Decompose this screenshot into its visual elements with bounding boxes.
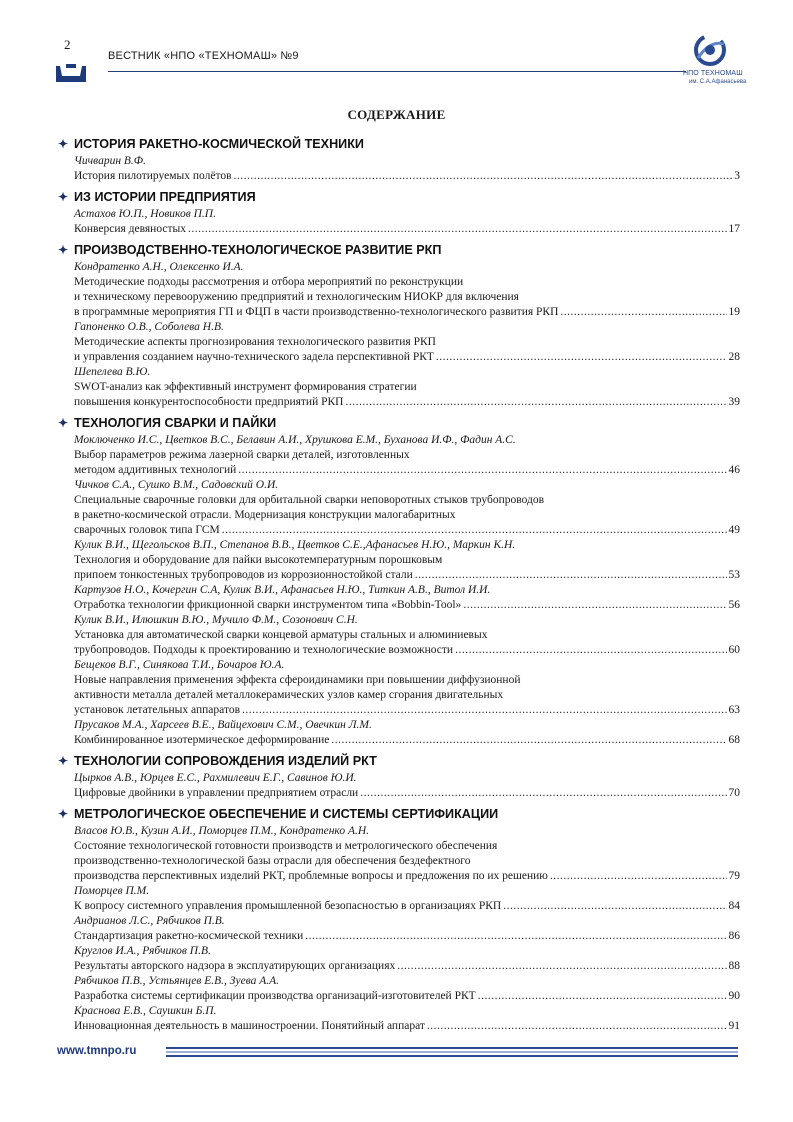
footer-url-link[interactable]: www.tmnpo.ru bbox=[57, 1045, 137, 1057]
toc-entry[interactable] bbox=[58, 884, 740, 914]
entry-authors: Чичков С.А., Сушко В.М., Садовский О.И. bbox=[74, 479, 279, 491]
section-heading bbox=[58, 413, 740, 433]
dot-leader bbox=[478, 989, 727, 1004]
entry-title-last-line bbox=[74, 869, 740, 884]
entry-title-last-line bbox=[74, 899, 740, 914]
entry-title-last-line bbox=[74, 786, 740, 801]
section-title: МЕТРОЛОГИЧЕСКОЕ ОБЕСПЕЧЕНИЕ И СИСТЕМЫ СЕРТИФИКАЦИИ bbox=[74, 807, 499, 821]
entry-title-last-line bbox=[74, 305, 740, 320]
entry-title-text: и управления созданием научно-технического задела перспективной РКТ bbox=[74, 351, 434, 363]
dot-leader bbox=[503, 899, 726, 914]
toc-title: СОДЕРЖАНИЕ bbox=[347, 107, 446, 122]
entry-title-line: Технология и оборудование для пайки высокотемпературным порошковым bbox=[74, 554, 443, 566]
entry-title-text: производства перспективных изделий РКТ, проблемные вопросы и предложения по их решению bbox=[74, 870, 548, 882]
dot-leader bbox=[242, 703, 726, 718]
entry-title-line: Методические подходы рассмотрения и отбора мероприятий по реконструкции bbox=[74, 276, 464, 288]
entry-title-last-line bbox=[74, 523, 740, 538]
entry-page-number: 3 bbox=[734, 170, 740, 182]
footer-decoration bbox=[166, 1047, 738, 1059]
entry-title-text: в программные мероприятия ГП и ФЦП в части производственно-технологического развития РКП bbox=[74, 306, 559, 318]
entry-authors: Краснова Е.В., Саушкин Б.П. bbox=[74, 1005, 217, 1017]
entry-title-last-line bbox=[74, 959, 740, 974]
toc-entry[interactable] bbox=[58, 260, 740, 320]
dot-leader bbox=[550, 869, 727, 884]
entry-title-line: Специальные сварочные головки для орбитальной сварки неповоротных стыков трубопроводов bbox=[74, 494, 545, 506]
header-divider bbox=[108, 71, 686, 72]
entry-page-number: 46 bbox=[728, 464, 740, 476]
section-heading bbox=[58, 134, 740, 154]
entry-authors: Картузов Н.О., Кочергин С.А, Кулик В.И., Афанасьев Н.Ю., Титкин А.В., Витол И.И. bbox=[74, 584, 491, 596]
section-heading bbox=[58, 240, 740, 260]
entry-authors: Власов Ю.В., Кузин А.И., Поморцев П.М., Кондратенко А.Н. bbox=[74, 825, 370, 837]
entry-authors: Кулик В.И., Щегольсков В.П., Степанов В.В., Цветков С.Е.,Афанасьев Н.Ю., Маркин К.Н. bbox=[74, 539, 516, 551]
entry-title-text: Инновационная деятельность в машиностроении. Понятийный аппарат bbox=[74, 1020, 425, 1032]
toc-entry[interactable] bbox=[58, 320, 740, 365]
section-heading bbox=[58, 804, 740, 824]
entry-page-number: 70 bbox=[728, 787, 740, 799]
section-star-icon: ✦ bbox=[58, 137, 69, 151]
entry-authors: Круглов И.А., Рябчиков П.В. bbox=[74, 945, 211, 957]
entry-title-text: Комбинированное изотермическое деформирование bbox=[74, 734, 330, 746]
dot-leader bbox=[455, 643, 726, 658]
entry-page-number: 49 bbox=[728, 524, 740, 536]
toc-entry[interactable] bbox=[58, 974, 740, 1004]
logo-subtitle: им. С.А.Афанасьева bbox=[689, 79, 747, 85]
page-number: 2 bbox=[64, 37, 71, 52]
dot-leader bbox=[188, 222, 727, 237]
dot-leader bbox=[222, 523, 727, 538]
entry-page-number: 17 bbox=[728, 223, 740, 235]
entry-title-text: Результаты авторского надзора в эксплуатирующих организациях bbox=[74, 960, 396, 972]
entry-title-last-line bbox=[74, 733, 740, 748]
table-of-contents bbox=[58, 131, 740, 1034]
entry-title-line: Выбор параметров режима лазерной сварки деталей, изготовленных bbox=[74, 449, 410, 461]
section-heading bbox=[58, 751, 740, 771]
entry-title-line: и техническому перевооружению предприятий и технологическим НИОКР для включения bbox=[74, 291, 519, 303]
entry-title-last-line bbox=[74, 568, 740, 583]
section-title: ПРОИЗВОДСТВЕННО-ТЕХНОЛОГИЧЕСКОЕ РАЗВИТИЕ РКП bbox=[74, 243, 442, 257]
dot-leader bbox=[560, 305, 726, 320]
entry-title-last-line bbox=[74, 350, 740, 365]
entry-authors: Бещеков В.Г., Синякова Т.И., Бочаров Ю.А. bbox=[74, 659, 285, 671]
entry-title-text: припоем тонкостенных трубопроводов из коррозионностойкой стали bbox=[74, 569, 413, 581]
entry-title-line: Состояние технологической готовности производств и метрологического обеспечения bbox=[74, 840, 498, 852]
entry-title-text: трубопроводов. Подходы к проектированию и технологические возможности bbox=[74, 644, 454, 656]
entry-title-text: повышения конкурентоспособности предприятий РКП bbox=[74, 396, 344, 408]
dot-leader bbox=[415, 568, 727, 583]
entry-title-text: Разработка системы сертификации производства организаций-изготовителей РКТ bbox=[74, 990, 476, 1002]
dot-leader bbox=[305, 929, 726, 944]
section-star-icon: ✦ bbox=[58, 243, 69, 257]
entry-title-last-line bbox=[74, 1019, 740, 1034]
entry-page-number: 56 bbox=[728, 599, 740, 611]
entry-title-last-line bbox=[74, 989, 740, 1004]
entry-page-number: 79 bbox=[728, 870, 740, 882]
entry-authors: Рябчиков П.В., Устьянцев Е.В., Зуева А.А. bbox=[74, 975, 280, 987]
entry-title-last-line bbox=[74, 598, 740, 613]
entry-title-line: в ракетно-космической отрасли. Модернизация конструкции малогабаритных bbox=[74, 509, 456, 521]
dot-leader bbox=[397, 959, 726, 974]
entry-authors: Прусаков М.А., Харсеев В.Е., Вайцехович С.М., Овечкин Л.М. bbox=[74, 719, 372, 731]
entry-title-text: сварочных головок типа ГСМ bbox=[74, 524, 220, 536]
section-star-icon: ✦ bbox=[58, 807, 69, 821]
entry-page-number: 19 bbox=[728, 306, 740, 318]
dot-leader bbox=[427, 1019, 727, 1034]
entry-title-last-line bbox=[74, 929, 740, 944]
toc-entry[interactable] bbox=[58, 914, 740, 944]
section-title: ТЕХНОЛОГИЯ СВАРКИ И ПАЙКИ bbox=[74, 416, 277, 430]
toc-entry[interactable] bbox=[58, 478, 740, 538]
entry-page-number: 86 bbox=[728, 930, 740, 942]
entry-title-text: установок летательных аппаратов bbox=[74, 704, 241, 716]
toc-entry[interactable] bbox=[58, 1004, 740, 1034]
entry-title-last-line bbox=[74, 169, 740, 184]
entry-title-line: Новые направления применения эффекта сфероидинамики при повышении диффузионной bbox=[74, 674, 521, 686]
entry-authors: Моключенко И.С., Цветков В.С., Белавин А.И., Хрушкова Е.М., Буханова И.Ф., Фадин А.С. bbox=[74, 434, 516, 446]
entry-title-last-line bbox=[74, 395, 740, 410]
section-heading bbox=[58, 187, 740, 207]
toc-entry[interactable] bbox=[58, 365, 740, 410]
toc-entry[interactable] bbox=[58, 583, 740, 613]
journal-title: ВЕСТНИК «НПО «ТЕХНОМАШ» №9 bbox=[108, 50, 299, 62]
toc-entry[interactable] bbox=[58, 824, 740, 884]
section-star-icon: ✦ bbox=[58, 754, 69, 768]
entry-title-line: производственно-технологической базы отрасли для обеспечения бездефектного bbox=[74, 855, 471, 867]
entry-page-number: 91 bbox=[728, 1020, 740, 1032]
toc-entry[interactable] bbox=[58, 433, 740, 478]
entry-title-text: Конверсия девяностых bbox=[74, 223, 186, 235]
entry-title-last-line bbox=[74, 703, 740, 718]
entry-authors: Чичварин В.Ф. bbox=[74, 155, 146, 167]
entry-page-number: 88 bbox=[728, 960, 740, 972]
entry-page-number: 68 bbox=[728, 734, 740, 746]
section-title: ИЗ ИСТОРИИ ПРЕДПРИЯТИЯ bbox=[74, 190, 256, 204]
section-title: ИСТОРИЯ РАКЕТНО-КОСМИЧЕСКОЙ ТЕХНИКИ bbox=[74, 137, 364, 151]
entry-title-line: Методические аспекты прогнозирования технологического развития РКП bbox=[74, 336, 436, 348]
section-title: ТЕХНОЛОГИИ СОПРОВОЖДЕНИЯ ИЗДЕЛИЙ РКТ bbox=[74, 754, 377, 768]
entry-title-line: SWOT-анализ как эффективный инструмент формирования стратегии bbox=[74, 381, 417, 393]
toc-entry[interactable] bbox=[58, 207, 740, 237]
entry-title-last-line bbox=[74, 222, 740, 237]
dot-leader bbox=[360, 786, 726, 801]
section-star-icon: ✦ bbox=[58, 416, 69, 430]
logo-name: НПО ТЕХНОМАШ bbox=[683, 70, 743, 77]
entry-authors: Кулик В.И., Илюшкин В.Ю., Мучило Ф.М., Созонович С.Н. bbox=[74, 614, 358, 626]
toc-entry[interactable] bbox=[58, 944, 740, 974]
entry-page-number: 53 bbox=[728, 569, 740, 581]
toc-entry[interactable] bbox=[58, 771, 740, 801]
toc-entry[interactable] bbox=[58, 613, 740, 658]
journal-mark-icon bbox=[56, 64, 86, 82]
dot-leader bbox=[436, 350, 727, 365]
entry-page-number: 63 bbox=[728, 704, 740, 716]
entry-authors: Астахов Ю.П., Новиков П.П. bbox=[74, 208, 216, 220]
entry-title-text: История пилотируемых полётов bbox=[74, 170, 232, 182]
section-star-icon: ✦ bbox=[58, 190, 69, 204]
entry-title-line: активности металла деталей металлокерамических узлов камер сгорания двигательных bbox=[74, 689, 504, 701]
dot-leader bbox=[238, 463, 726, 478]
toc-entry[interactable] bbox=[58, 718, 740, 748]
toc-entry[interactable] bbox=[58, 154, 740, 184]
entry-title-text: Цифровые двойники в управлении предприятием отрасли bbox=[74, 787, 359, 799]
entry-authors: Кондратенко А.Н., Олексенко И.А. bbox=[74, 261, 244, 273]
entry-page-number: 84 bbox=[728, 900, 740, 912]
entry-page-number: 60 bbox=[728, 644, 740, 656]
entry-title-last-line bbox=[74, 643, 740, 658]
entry-authors: Андрианов Л.С., Рябчиков П.В. bbox=[74, 915, 225, 927]
entry-title-text: методом аддитивных технологий bbox=[74, 464, 237, 476]
dot-leader bbox=[234, 169, 733, 184]
toc-entry[interactable] bbox=[58, 658, 740, 718]
entry-authors: Цырков А.В., Юрцев Е.С., Рахмилевич Е.Г., Савинов Ю.И. bbox=[74, 772, 357, 784]
entry-page-number: 28 bbox=[728, 351, 740, 363]
entry-title-last-line bbox=[74, 463, 740, 478]
entry-authors: Поморцев П.М. bbox=[74, 885, 150, 897]
entry-authors: Гапоненко О.В., Соболева Н.В. bbox=[74, 321, 224, 333]
entry-page-number: 39 bbox=[728, 396, 740, 408]
entry-title-line: Установка для автоматической сварки концевой арматуры стальных и алюминиевых bbox=[74, 629, 488, 641]
dot-leader bbox=[331, 733, 726, 748]
entry-title-text: Стандартизация ракетно-космической техники bbox=[74, 930, 304, 942]
toc-entry[interactable] bbox=[58, 538, 740, 583]
dot-leader bbox=[345, 395, 726, 410]
entry-title-text: Отработка технологии фрикционной сварки инструментом типа «Bobbin-Tool» bbox=[74, 599, 462, 611]
entry-page-number: 90 bbox=[728, 990, 740, 1002]
entry-authors: Шепелева В.Ю. bbox=[74, 366, 151, 378]
dot-leader bbox=[463, 598, 726, 613]
entry-title-text: К вопросу системного управления промышленной безопасностью в организациях РКП bbox=[74, 900, 502, 912]
